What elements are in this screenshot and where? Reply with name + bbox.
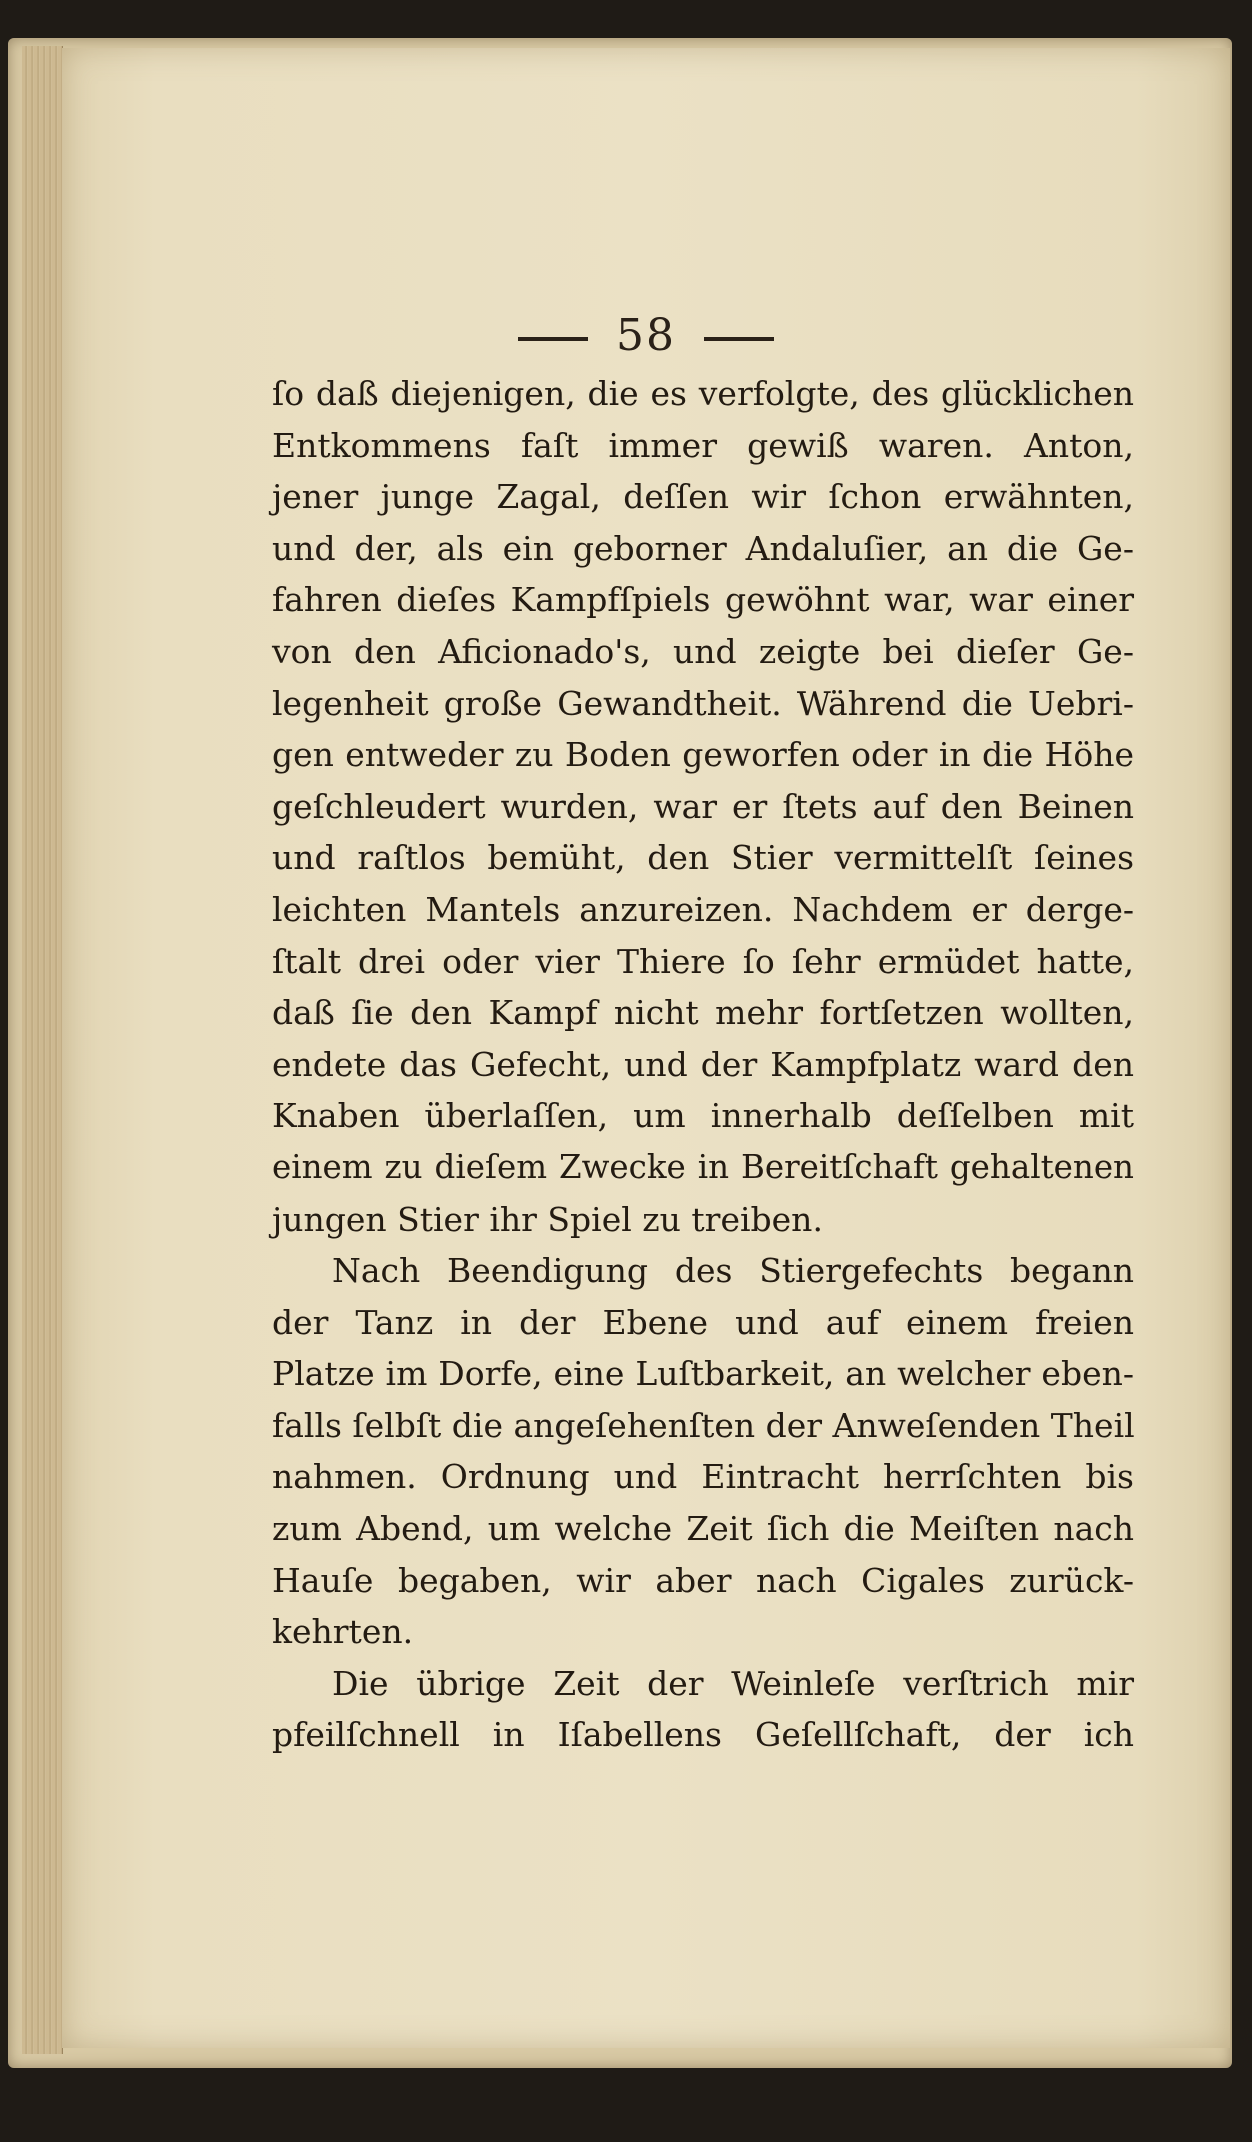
text-line: jungen Stier ihr Spiel zu treiben. (272, 1199, 823, 1239)
text-line: der Tanz in der Ebene und auf einem freien (272, 1302, 1134, 1342)
text-line: nahmen. Ordnung und Eintracht herrſchten bis (272, 1457, 1134, 1497)
text-line: pfeilſchnell in Iſabellens Geſellſchaft, der ich (272, 1715, 1134, 1755)
page-edges (22, 46, 63, 2054)
text-line: endete das Gefecht, und der Kampfplatz ward den (272, 1044, 1134, 1084)
text-line: gen entweder zu Boden geworfen oder in die Höhe (272, 735, 1134, 775)
text-line: und der, als ein geborner Andaluſier, an die Ge- (272, 528, 1134, 568)
text-line: Nach Beendigung des Stiergefechts begann (332, 1251, 1134, 1291)
text-line: daß ſie den Kampf nicht mehr fortſetzen wollten, (272, 993, 1134, 1033)
page-number-text: 58 (616, 310, 676, 361)
text-line: leichten Mantels anzureizen. Nachdem er derge- (272, 889, 1134, 929)
text-line: von den Aficionado's, und zeigte bei dieſer Ge- (272, 631, 1134, 671)
text-line: falls ſelbſt die angeſehenſten der Anweſenden Theil (272, 1405, 1135, 1445)
text-line: kehrten. (272, 1612, 414, 1652)
text-line: jener junge Zagal, deſſen wir ſchon erwähnten, (272, 477, 1134, 517)
text-line: einem zu dieſem Zwecke in Bereitſchaft gehaltenen (272, 1147, 1134, 1186)
text-line: Die übrige Zeit der Weinleſe verſtrich mir (332, 1663, 1134, 1703)
text-line: geſchleudert wurden, war er ſtets auf den Beinen (272, 786, 1134, 826)
body-text (272, 368, 1134, 1761)
text-line: legenheit große Gewandtheit. Während die Uebri- (272, 683, 1134, 723)
folio-dash-right (704, 337, 774, 341)
text-line: fahren dieſes Kampfſpiels gewöhnt war, war einer (272, 580, 1134, 620)
text-line: Knaben überlaſſen, um innerhalb deſſelben mit (272, 1096, 1134, 1136)
text-line: und raſtlos bemüht, den Stier vermittelſt ſeines (272, 838, 1134, 878)
page-number (62, 310, 1230, 361)
text-line: Hauſe begaben, wir aber nach Cigales zurück- (272, 1560, 1134, 1600)
text-line: ſtalt drei oder vier Thiere ſo ſehr ermüdet hatte, (272, 941, 1134, 981)
text-line: ſo daß diejenigen, die es verfolgte, des glücklichen (272, 374, 1134, 413)
folio-dash-left (518, 337, 588, 341)
text-line: Entkommens faſt immer gewiß waren. Anton, (272, 425, 1134, 465)
text-line: Platze im Dorfe, eine Luſtbarkeit, an welcher eben- (272, 1354, 1134, 1394)
text-line: zum Abend, um welche Zeit ſich die Meiſten nach (272, 1509, 1134, 1549)
